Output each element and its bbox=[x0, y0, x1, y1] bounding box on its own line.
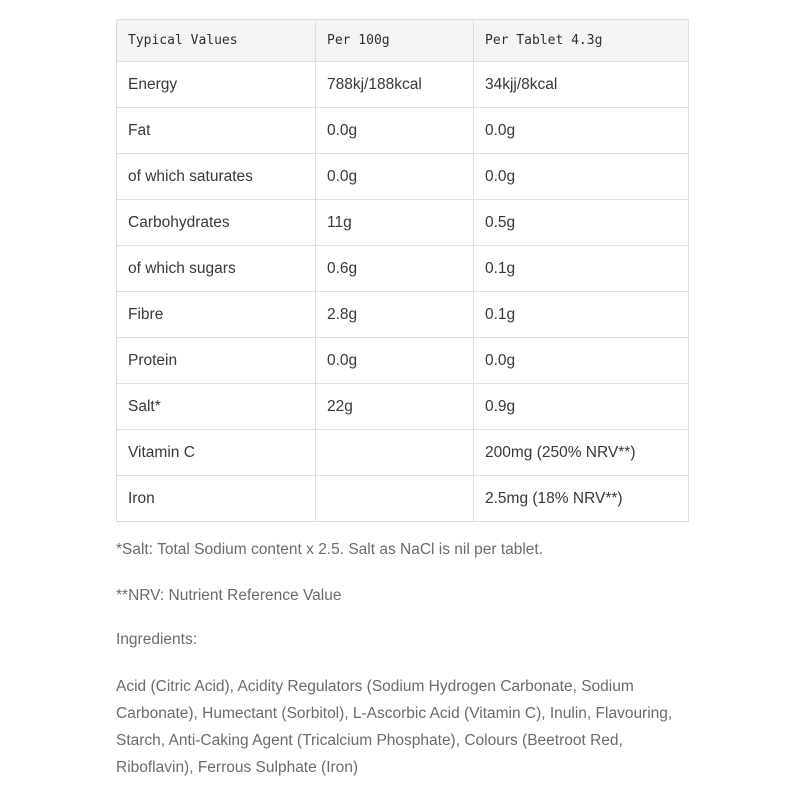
table-row bbox=[117, 246, 689, 292]
per-100g-cell bbox=[316, 476, 474, 522]
table-row bbox=[117, 338, 689, 384]
nutrient-name-cell: Fat bbox=[117, 108, 316, 154]
table-row bbox=[117, 154, 689, 200]
per-100g-cell: 11g bbox=[316, 200, 474, 246]
per-100g-cell: 0.0g bbox=[316, 338, 474, 384]
per-tablet-cell: 200mg (250% NRV**) bbox=[474, 430, 689, 476]
per-tablet-cell: 0.1g bbox=[474, 246, 689, 292]
nutrient-name-cell: of which sugars bbox=[117, 246, 316, 292]
column-header-typical-values: Typical Values bbox=[117, 20, 316, 62]
per-100g-cell: 2.8g bbox=[316, 292, 474, 338]
table-row bbox=[117, 292, 689, 338]
table-row bbox=[117, 200, 689, 246]
per-tablet-cell: 34kjj/8kcal bbox=[474, 62, 689, 108]
per-tablet-cell: 0.0g bbox=[474, 154, 689, 200]
nutrient-name-cell: Fibre bbox=[117, 292, 316, 338]
table-row bbox=[117, 384, 689, 430]
salt-footnote: *Salt: Total Sodium content x 2.5. Salt as NaCl is nil per tablet. bbox=[116, 541, 544, 558]
nutrient-name-cell: Salt* bbox=[117, 384, 316, 430]
table-row bbox=[117, 108, 689, 154]
table-row bbox=[117, 476, 689, 522]
nutrient-name-cell: Vitamin C bbox=[117, 430, 316, 476]
table-row bbox=[117, 62, 689, 108]
table-header-row bbox=[117, 20, 689, 62]
ingredients-heading: Ingredients: bbox=[116, 631, 197, 648]
column-header-per-tablet: Per Tablet 4.3g bbox=[474, 20, 689, 62]
per-tablet-cell: 0.0g bbox=[474, 108, 689, 154]
nutrient-name-cell: Energy bbox=[117, 62, 316, 108]
per-tablet-cell: 0.1g bbox=[474, 292, 689, 338]
nutrition-table bbox=[116, 19, 689, 522]
table-row bbox=[117, 430, 689, 476]
nutrient-name-cell: Carbohydrates bbox=[117, 200, 316, 246]
nutrient-name-cell: of which saturates bbox=[117, 154, 316, 200]
per-100g-cell: 788kj/188kcal bbox=[316, 62, 474, 108]
per-tablet-cell: 2.5mg (18% NRV**) bbox=[474, 476, 689, 522]
per-tablet-cell: 0.5g bbox=[474, 200, 689, 246]
per-100g-cell: 0.0g bbox=[316, 108, 474, 154]
ingredients-text: Acid (Citric Acid), Acidity Regulators (Sodium Hydrogen Carbonate, Sodium Carbonate), Humectant (Sorbitol), L-Ascorbic Acid (Vitamin C), Inulin, Flavouring, Starch, Anti-Caking Agent (Tricalcium Phosphate), Colours (Beetroot Red, Riboflavin), Ferrous Sulphate (Iron) bbox=[116, 678, 673, 776]
per-100g-cell: 22g bbox=[316, 384, 474, 430]
column-header-per-100g: Per 100g bbox=[316, 20, 474, 62]
nutrient-name-cell: Iron bbox=[117, 476, 316, 522]
nrv-footnote: **NRV: Nutrient Reference Value bbox=[116, 587, 342, 604]
per-100g-cell: 0.6g bbox=[316, 246, 474, 292]
per-100g-cell: 0.0g bbox=[316, 154, 474, 200]
table-body bbox=[117, 62, 689, 522]
per-100g-cell bbox=[316, 430, 474, 476]
per-tablet-cell: 0.0g bbox=[474, 338, 689, 384]
nutrient-name-cell: Protein bbox=[117, 338, 316, 384]
per-tablet-cell: 0.9g bbox=[474, 384, 689, 430]
